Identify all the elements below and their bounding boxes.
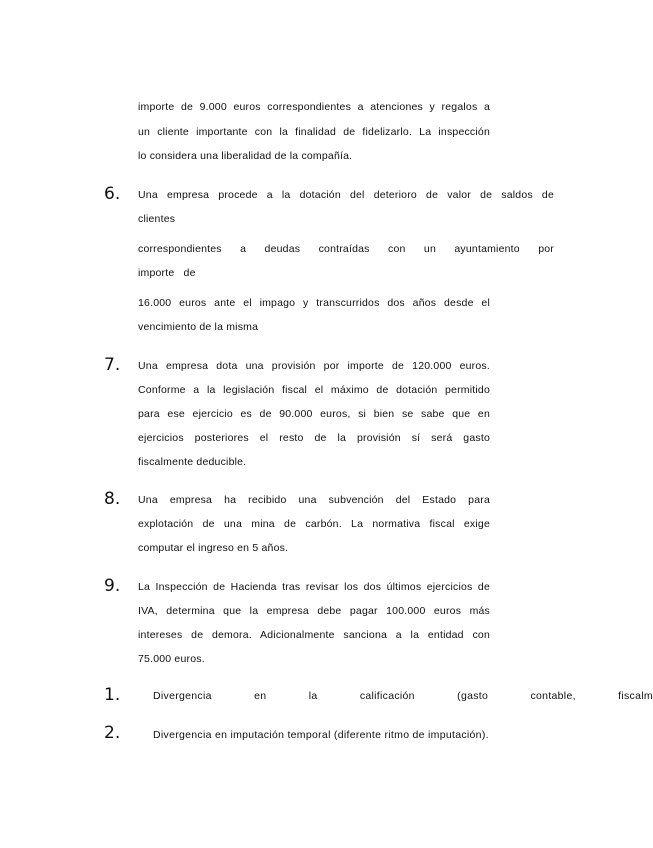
divergence-word: la [308, 690, 318, 702]
item-line: para ese ejercicio es de 90.000 euros, si bien se sabe que en [138, 408, 490, 420]
item-number: 8. [104, 489, 121, 509]
item-line: La Inspección de Hacienda tras revisar los dos últimos ejercicios de [138, 581, 490, 593]
item-line: computar el ingreso en 5 años. [138, 542, 289, 554]
divergence-word: Divergencia [153, 690, 212, 702]
divergence-word: fiscalm [618, 690, 653, 702]
item-line: ejercicios posteriores el resto de la provisión sí será gasto [138, 432, 490, 444]
item-line: Una empresa ha recibido una subvención del Estado para [138, 494, 490, 506]
item-line: Una empresa procede a la dotación del deterioro de valor de saldos de [138, 189, 554, 201]
intro-line: importe de 9.000 euros correspondientes a atenciones y regalos a [138, 101, 490, 113]
intro-line: un cliente importante con la finalidad de fidelizarlo. La inspección [138, 126, 490, 138]
divergence-word: (gasto [457, 690, 489, 702]
item-line: intereses de demora. Adicionalmente sanciona a la entidad con [138, 629, 490, 641]
item-line: Conforme a la legislación fiscal el máximo de dotación permitido [138, 384, 490, 396]
intro-line: lo considera una liberalidad de la compañía. [138, 150, 353, 162]
divergence-number: 2. [104, 723, 121, 743]
item-line: IVA, determina que la empresa debe pagar 100.000 euros más [138, 605, 490, 617]
item-number: 6. [104, 184, 121, 204]
divergence-word: en [254, 690, 267, 702]
divergence-word: contable, [530, 690, 576, 702]
item-number: 9. [104, 576, 121, 596]
item-line: 16.000 euros ante el impago y transcurridos dos años desde el [138, 297, 490, 309]
item-line: clientes [138, 213, 176, 225]
item-number: 7. [104, 355, 121, 375]
item-line: explotación de una mina de carbón. La normativa fiscal exige [138, 518, 490, 530]
item-line: 75.000 euros. [138, 653, 205, 665]
item-line: vencimiento de la misma [138, 321, 259, 333]
item-line: fiscalmente deducible. [138, 456, 247, 468]
item-line: importe de [138, 267, 196, 279]
divergence-item-1 [153, 689, 653, 703]
divergence-item-2: Divergencia en imputación temporal (diferente ritmo de imputación). [153, 729, 489, 741]
item-line: Una empresa dota una provisión por importe de 120.000 euros. [138, 360, 490, 372]
divergence-word: calificación [359, 690, 415, 702]
divergence-number: 1. [104, 685, 121, 705]
item-line: correspondientes a deudas contraídas con un ayuntamiento por [138, 243, 554, 255]
